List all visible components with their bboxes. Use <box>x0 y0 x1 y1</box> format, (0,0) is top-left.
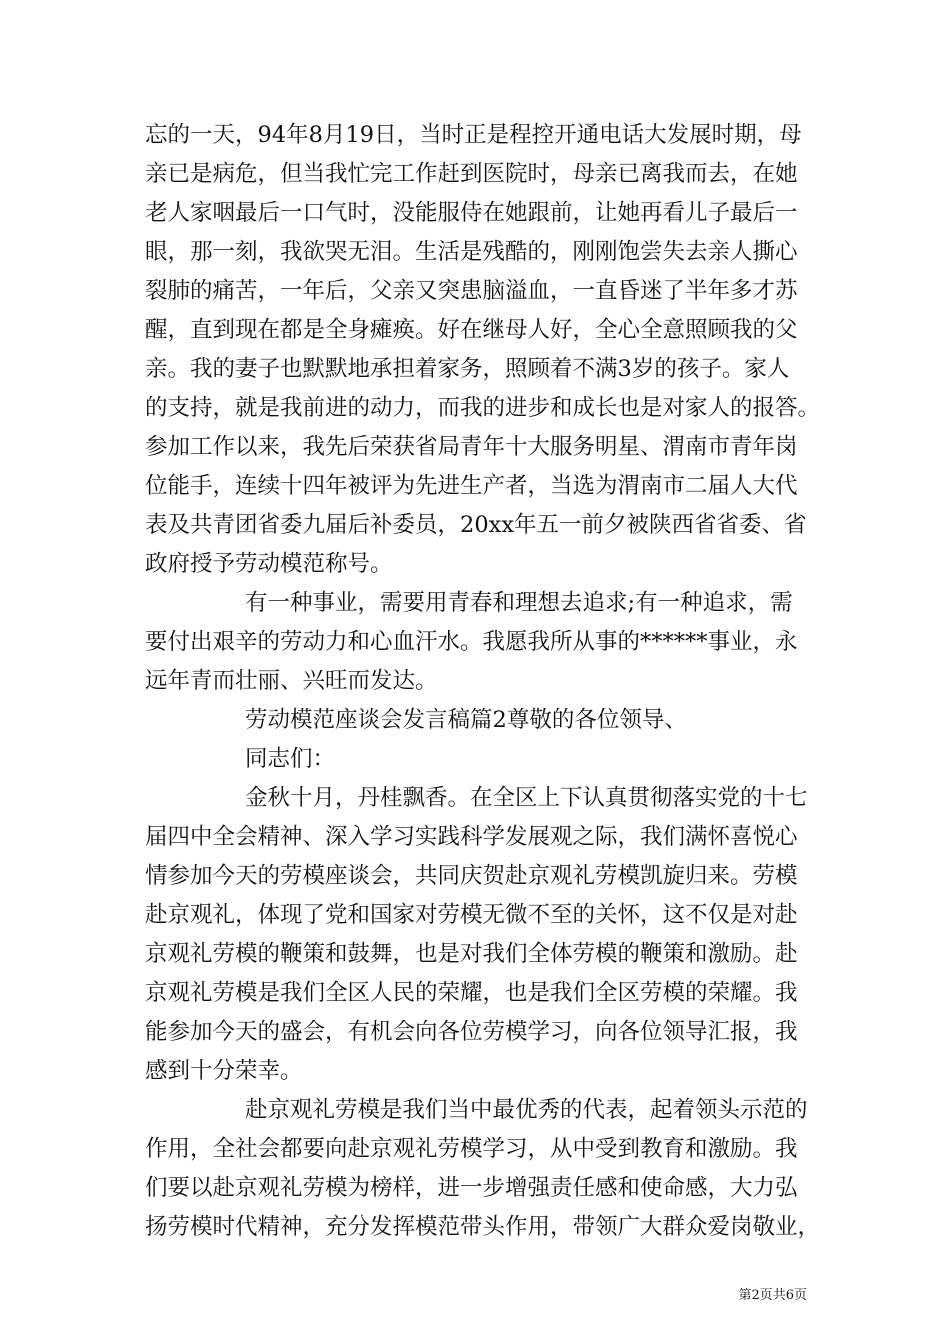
text-line: 忘的一天，94年8月19日，当时正是程控开通电话大发展时期，母 <box>145 122 802 148</box>
text-line: 政府授予劳动模范称号。 <box>145 551 393 577</box>
text-line: 老人家咽最后一口气时，没能服侍在她跟前，让她再看儿子最后一 <box>145 200 798 226</box>
text-line: 赴京观礼，体现了党和国家对劳模无微不至的关怀，这不仅是对赴 <box>145 902 798 928</box>
text-line: 裂肺的痛苦，一年后，父亲又突患脑溢血，一直昏迷了半年多才苏 <box>145 278 798 304</box>
page-number: 第2页共6页 <box>738 1288 807 1303</box>
text-line: 京观礼劳模的鞭策和鼓舞，也是对我们全体劳模的鞭策和激励。赴 <box>145 941 798 967</box>
text-line: 扬劳模时代精神，充分发挥模范带头作用，带领广大群众爱岗敬业， <box>145 1214 821 1240</box>
text-line: 作用，全社会都要向赴京观礼劳模学习，从中受到教育和激励。我 <box>145 1136 798 1162</box>
section-heading: 劳动模范座谈会发言稿篇2尊敬的各位领导、 <box>245 707 687 733</box>
text-line: 参加工作以来，我先后荣获省局青年十大服务明星、渭南市青年岗 <box>145 434 798 460</box>
text-line: 眼，那一刻，我欲哭无泪。生活是残酷的，刚刚饱尝失去亲人撕心 <box>145 239 798 265</box>
text-line: 远年青而壮丽、兴旺而发达。 <box>145 668 438 694</box>
paragraph-first-line: 金秋十月，丹桂飘香。在全区上下认真贯彻落实党的十七 <box>245 785 808 811</box>
text-line: 亲已是病危，但当我忙完工作赶到医院时，母亲已离我而去，在她 <box>145 161 798 187</box>
text-line: 感到十分荣幸。 <box>145 1058 303 1084</box>
text-line: 要付出艰辛的劳动力和心血汗水。我愿我所从事的******事业，永 <box>145 629 798 655</box>
text-line: 位能手，连续十四年被评为先进生产者，当选为渭南市二届人大代 <box>145 473 798 499</box>
text-line: 醒，直到现在都是全身瘫痪。好在继母人好，全心全意照顾我的父 <box>145 317 798 343</box>
text-line: 的支持，就是我前进的动力，而我的进步和成长也是对家人的报答。 <box>145 395 821 421</box>
text-line: 京观礼劳模是我们全区人民的荣耀，也是我们全区劳模的荣耀。我 <box>145 980 798 1006</box>
text-line: 届四中全会精神、深入学习实践科学发展观之际，我们满怀喜悦心 <box>145 824 798 850</box>
paragraph-first-line: 有一种事业，需要用青春和理想去追求;有一种追求，需 <box>245 590 793 616</box>
text-line: 表及共青团省委九届后补委员，20xx年五一前夕被陕西省省委、省 <box>145 512 807 538</box>
text-line: 们要以赴京观礼劳模为榜样，进一步增强责任感和使命感，大力弘 <box>145 1175 798 1201</box>
salutation: 同志们： <box>245 746 336 772</box>
text-line: 能参加今天的盛会，有机会向各位劳模学习，向各位领导汇报，我 <box>145 1019 798 1045</box>
text-line: 亲。我的妻子也默默地承担着家务，照顾着不满3岁的孩子。家人 <box>145 356 790 382</box>
text-line: 情参加今天的劳模座谈会，共同庆贺赴京观礼劳模凯旋归来。劳模 <box>145 863 798 889</box>
paragraph-first-line: 赴京观礼劳模是我们当中最优秀的代表，起着领头示范的 <box>245 1097 808 1123</box>
